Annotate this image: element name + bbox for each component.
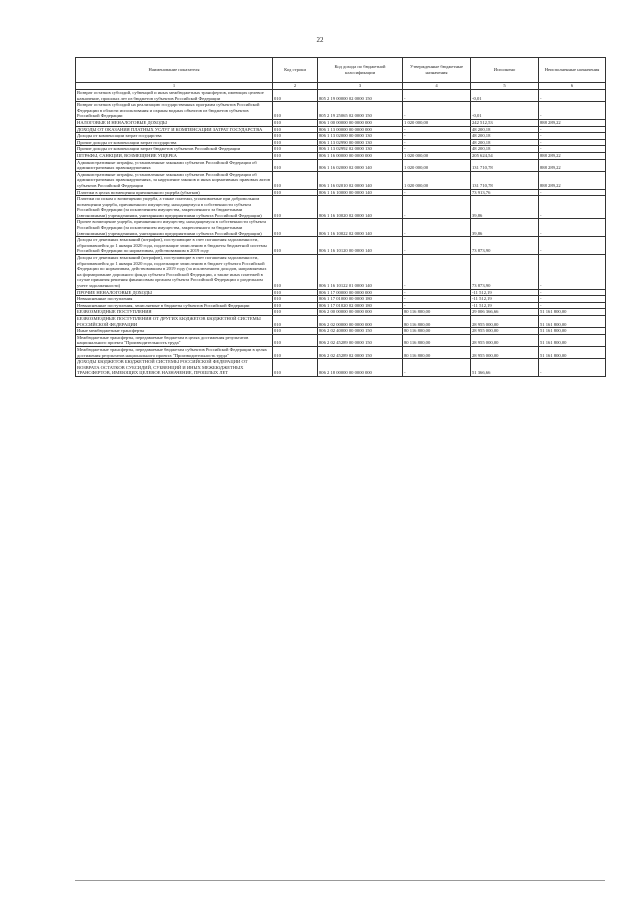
indicator-name-cell: ПРОЧИЕ НЕНАЛОГОВЫЕ ДОХОДЫ xyxy=(76,289,273,296)
table-row xyxy=(76,90,606,102)
header-executed: Исполнено xyxy=(471,58,539,83)
unexecuted-cell: 51 161 800,00 xyxy=(539,315,606,327)
unexecuted-cell: - xyxy=(539,139,606,146)
line-code-cell: 010 xyxy=(273,119,318,126)
unexecuted-cell: 51 161 800,00 xyxy=(539,328,606,335)
revenue-code-cell: 806 1 16 10120 00 0000 140 xyxy=(318,237,403,255)
table-row xyxy=(76,102,606,120)
line-code-cell: 010 xyxy=(273,302,318,309)
line-code-cell: 010 xyxy=(273,133,318,140)
approved-budget-cell: - xyxy=(403,133,471,140)
indicator-name-cell: Иные межбюджетные трансферты xyxy=(76,328,273,335)
approved-budget-cell: 80 116 800,00 xyxy=(403,315,471,327)
header-line-code: Код строки xyxy=(273,58,318,83)
approved-budget-cell: - xyxy=(403,146,471,153)
revenue-code-cell: 806 1 16 00000 00 0000 000 xyxy=(318,152,403,159)
unexecuted-cell: - xyxy=(539,146,606,153)
executed-cell: 39,86 xyxy=(471,196,539,219)
executed-cell: 48 200,18 xyxy=(471,139,539,146)
column-number: 5 xyxy=(471,83,539,90)
column-number: 1 xyxy=(76,83,273,90)
line-code-cell: 010 xyxy=(273,334,318,346)
line-code-cell: 010 xyxy=(273,146,318,153)
revenue-code-cell: 806 2 02 00000 00 0000 000 xyxy=(318,315,403,327)
line-code-cell: 010 xyxy=(273,219,318,237)
line-code-cell: 010 xyxy=(273,315,318,327)
line-code-cell: 010 xyxy=(273,359,318,377)
approved-budget-cell: - xyxy=(403,90,471,102)
table-row xyxy=(76,146,606,153)
table-row xyxy=(76,289,606,296)
executed-cell: 73 873,90 xyxy=(471,237,539,255)
line-code-cell: 010 xyxy=(273,196,318,219)
approved-budget-cell: - xyxy=(403,289,471,296)
unexecuted-cell: - xyxy=(539,219,606,237)
unexecuted-cell: 888 289,22 xyxy=(539,171,606,189)
line-code-cell: 010 xyxy=(273,289,318,296)
approved-budget-cell: - xyxy=(403,189,471,196)
indicator-name-cell: Невыясненные поступления, зачисляемые в бюджеты субъектов Российской Федерации xyxy=(76,302,273,309)
executed-cell: 28 955 000,00 xyxy=(471,346,539,358)
approved-budget-cell: - xyxy=(403,139,471,146)
approved-budget-cell: - xyxy=(403,255,471,290)
approved-budget-cell: 1 020 000,00 xyxy=(403,171,471,189)
unexecuted-cell: - xyxy=(539,126,606,133)
table-row xyxy=(76,119,606,126)
approved-budget-cell: 1 020 000,00 xyxy=(403,159,471,171)
indicator-name-cell: ДОХОДЫ БЮДЖЕТОВ БЮДЖЕТНОЙ СИСТЕМЫ РОССИЙСКОЙ ФЕДЕРАЦИИ ОТ ВОЗВРАТА ОСТАТКОВ СУБСИДИЙ, СУБВЕНЦИЙ И ИНЫХ МЕЖБЮДЖЕТНЫХ ТРАНСФЕРТОВ, ИМЕЮЩИХ ЦЕЛЕВОЕ НАЗНАЧЕНИЕ, ПРОШЛЫХ ЛЕТ xyxy=(76,359,273,377)
approved-budget-cell: 80 116 800,00 xyxy=(403,346,471,358)
line-code-cell: 010 xyxy=(273,90,318,102)
revenue-code-cell: 805 2 19 25065 02 0000 150 xyxy=(318,102,403,120)
revenue-code-cell: 806 1 16 10022 02 0000 140 xyxy=(318,219,403,237)
executed-cell: 73 913,76 xyxy=(471,189,539,196)
executed-cell: 73 873,90 xyxy=(471,255,539,290)
table-row xyxy=(76,346,606,358)
table-row xyxy=(76,302,606,309)
page-number: 22 xyxy=(316,36,324,44)
executed-cell: 48 200,18 xyxy=(471,126,539,133)
table-row xyxy=(76,359,606,377)
unexecuted-cell: 51 161 800,00 xyxy=(539,334,606,346)
executed-cell: -0,01 xyxy=(471,102,539,120)
column-number: 4 xyxy=(403,83,471,90)
line-code-cell: 010 xyxy=(273,328,318,335)
table-row xyxy=(76,139,606,146)
line-code-cell: 010 xyxy=(273,159,318,171)
line-code-cell: 010 xyxy=(273,346,318,358)
header-unexecuted: Неисполненные назначения xyxy=(539,58,606,83)
revenue-code-cell: 806 1 13 00000 00 0000 000 xyxy=(318,126,403,133)
revenue-code-cell: 806 1 17 01000 00 0000 180 xyxy=(318,296,403,303)
line-code-cell: 010 xyxy=(273,309,318,316)
executed-cell: 51 366,66 xyxy=(471,359,539,377)
table-row xyxy=(76,237,606,255)
line-code-cell: 010 xyxy=(273,139,318,146)
approved-budget-cell: - xyxy=(403,296,471,303)
table-row xyxy=(76,126,606,133)
line-code-cell: 010 xyxy=(273,255,318,290)
unexecuted-cell: - xyxy=(539,133,606,140)
unexecuted-cell: 888 289,22 xyxy=(539,152,606,159)
table-row xyxy=(76,189,606,196)
table-row xyxy=(76,328,606,335)
line-code-cell: 010 xyxy=(273,296,318,303)
indicator-name-cell: БЕЗВОЗМЕЗДНЫЕ ПОСТУПЛЕНИЯ ОТ ДРУГИХ БЮДЖЕТОВ БЮДЖЕТНОЙ СИСТЕМЫ РОССИЙСКОЙ ФЕДЕРАЦИИ xyxy=(76,315,273,327)
revenue-code-cell: 806 1 13 02000 00 0000 130 xyxy=(318,133,403,140)
indicator-name-cell: БЕЗВОЗМЕЗДНЫЕ ПОСТУПЛЕНИЯ xyxy=(76,309,273,316)
indicator-name-cell: Доходы от денежных взысканий (штрафов), поступающие в счет погашения задолженности, образовавшейся до 1 января 2020 года, подлежащие зачислению в бюджет субъекта Российской Федерации по нормативам, действовавшим в 2019 году (за исключением доходов, направляемых на формирование дорожного фонда субъекта Российской Федерации, а также иных платежей в случае принятия решения финансовым органом субъекта Российской Федерации о раздельном учете задолженности) xyxy=(76,255,273,290)
header-approved-budget: Утвержденные бюджетные назначения xyxy=(403,58,471,83)
indicator-name-cell: Платежи по искам о возмещении ущерба, а также платежи, уплачиваемые при добровольном возмещении ущерба, причиненного имуществу, находящемуся в собственности субъекта Российской Федерации (за исключением имущества, закрепленного за бюджетными (автономными) учреждениями, унитарными предприятиями субъекта Российской Федерации) xyxy=(76,196,273,219)
header-revenue-code: Код дохода по бюджетной классификации xyxy=(318,58,403,83)
revenue-code-cell: 806 1 17 01020 02 0000 180 xyxy=(318,302,403,309)
indicator-name-cell: Невыясненные поступления xyxy=(76,296,273,303)
unexecuted-cell: - xyxy=(539,189,606,196)
unexecuted-cell: - xyxy=(539,359,606,377)
executed-cell: 28 955 000,00 xyxy=(471,328,539,335)
approved-budget-cell: 80 116 800,00 xyxy=(403,309,471,316)
column-number-row xyxy=(76,83,606,90)
revenue-code-cell: 806 2 18 00000 00 0000 000 xyxy=(318,359,403,377)
indicator-name-cell: ШТРАФЫ, САНКЦИИ, ВОЗМЕЩЕНИЕ УЩЕРБА xyxy=(76,152,273,159)
indicator-name-cell: Межбюджетные трансферты, передаваемые бюджетам субъектов Российской Федерации в целях достижения результатов национального проекта "Производительность труда" xyxy=(76,346,273,358)
indicator-name-cell: Межбюджетные трансферты, передаваемые бюджетам в целях достижения результатов национального проекта "Производительность труда" xyxy=(76,334,273,346)
executed-cell: 205 624,54 xyxy=(471,152,539,159)
revenue-code-cell: 806 2 02 45289 02 0000 150 xyxy=(318,346,403,358)
table-row xyxy=(76,196,606,219)
table-row xyxy=(76,296,606,303)
table-row xyxy=(76,159,606,171)
approved-budget-cell: 80 116 800,00 xyxy=(403,328,471,335)
revenue-code-cell: 806 1 16 02000 02 0000 140 xyxy=(318,159,403,171)
approved-budget-cell: - xyxy=(403,237,471,255)
unexecuted-cell: - xyxy=(539,90,606,102)
table-row xyxy=(76,315,606,327)
line-code-cell: 010 xyxy=(273,171,318,189)
indicator-name-cell: Возврат остатков субсидий на реализацию государственных программ субъектов Российской Федерации в области использования и охраны водных объектов из бюджетов субъектов Российской Федерации xyxy=(76,102,273,120)
executed-cell: -0,01 xyxy=(471,90,539,102)
executed-cell: 28 955 000,00 xyxy=(471,334,539,346)
table-row xyxy=(76,219,606,237)
executed-cell: 39,86 xyxy=(471,219,539,237)
unexecuted-cell: 888 289,22 xyxy=(539,159,606,171)
header-indicator-name: Наименование показателя xyxy=(76,58,273,83)
indicator-name-cell: Прочие доходы от компенсации затрат бюджетов субъектов Российской Федерации xyxy=(76,146,273,153)
revenue-report-table xyxy=(75,57,606,377)
revenue-code-cell: 806 2 02 45289 00 0000 150 xyxy=(318,334,403,346)
revenue-code-cell: 806 1 16 10020 02 0000 140 xyxy=(318,196,403,219)
revenue-code-cell: 805 2 19 00000 02 0000 150 xyxy=(318,90,403,102)
unexecuted-cell: - xyxy=(539,196,606,219)
table-body xyxy=(76,90,606,377)
approved-budget-cell: 80 116 800,00 xyxy=(403,334,471,346)
approved-budget-cell: - xyxy=(403,196,471,219)
revenue-code-cell: 806 1 00 00000 00 0000 000 xyxy=(318,119,403,126)
unexecuted-cell: - xyxy=(539,289,606,296)
revenue-code-cell: 806 1 16 02010 02 0000 140 xyxy=(318,171,403,189)
revenue-code-cell: 806 2 00 00000 00 0000 000 xyxy=(318,309,403,316)
indicator-name-cell: Административные штрафы, установленные законами субъектов Российской Федерации об административных правонарушениях, за нарушение законов и иных нормативных правовых актов субъектов Российской Федерации xyxy=(76,171,273,189)
line-code-cell: 010 xyxy=(273,126,318,133)
table-row xyxy=(76,171,606,189)
revenue-code-cell: 806 1 16 10000 00 0000 140 xyxy=(318,189,403,196)
indicator-name-cell: НАЛОГОВЫЕ И НЕНАЛОГОВЫЕ ДОХОДЫ xyxy=(76,119,273,126)
unexecuted-cell: - xyxy=(539,302,606,309)
column-number: 2 xyxy=(273,83,318,90)
executed-cell: -11 512,19 xyxy=(471,289,539,296)
table-row xyxy=(76,133,606,140)
approved-budget-cell: 1 020 000,00 xyxy=(403,119,471,126)
table-row xyxy=(76,309,606,316)
line-code-cell: 010 xyxy=(273,152,318,159)
indicator-name-cell: Доходы от денежных взысканий (штрафов), поступающие в счет погашения задолженности, образовавшейся до 1 января 2020 года, подлежащие зачислению в бюджеты бюджетной системы Российской Федерации по нормативам, действовавшим в 2019 году xyxy=(76,237,273,255)
table-header-row xyxy=(76,58,606,83)
table-row xyxy=(76,152,606,159)
indicator-name-cell: Доходы от компенсации затрат государства xyxy=(76,133,273,140)
indicator-name-cell: ДОХОДЫ ОТ ОКАЗАНИЯ ПЛАТНЫХ УСЛУГ И КОМПЕНСАЦИИ ЗАТРАТ ГОСУДАРСТВА xyxy=(76,126,273,133)
executed-cell: 131 710,78 xyxy=(471,171,539,189)
executed-cell: 242 512,53 xyxy=(471,119,539,126)
table-row xyxy=(76,334,606,346)
unexecuted-cell: - xyxy=(539,255,606,290)
approved-budget-cell: - xyxy=(403,359,471,377)
executed-cell: 131 710,78 xyxy=(471,159,539,171)
unexecuted-cell: - xyxy=(539,237,606,255)
executed-cell: 48 200,18 xyxy=(471,146,539,153)
approved-budget-cell: - xyxy=(403,102,471,120)
column-number: 6 xyxy=(539,83,606,90)
revenue-code-cell: 806 1 17 00000 00 0000 000 xyxy=(318,289,403,296)
indicator-name-cell: Прочее возмещение ущерба, причиненного имуществу, находящемуся в собственности субъекта Российской Федерации (за исключением имущества, закрепленного за бюджетными (автономными) учреждениями, унитарными предприятиями субъекта Российской Федерации) xyxy=(76,219,273,237)
unexecuted-cell: - xyxy=(539,102,606,120)
footer-divider xyxy=(75,880,605,881)
executed-cell: 29 006 366,66 xyxy=(471,309,539,316)
line-code-cell: 010 xyxy=(273,102,318,120)
revenue-code-cell: 806 1 13 02992 02 0000 130 xyxy=(318,146,403,153)
indicator-name-cell: Платежи в целях возмещения причиненного ущерба (убытков) xyxy=(76,189,273,196)
indicator-name-cell: Административные штрафы, установленные законами субъектов Российской Федерации об административных правонарушениях xyxy=(76,159,273,171)
executed-cell: 48 200,18 xyxy=(471,133,539,140)
unexecuted-cell: 51 161 800,00 xyxy=(539,309,606,316)
unexecuted-cell: - xyxy=(539,296,606,303)
executed-cell: -11 512,19 xyxy=(471,302,539,309)
indicator-name-cell: Возврат остатков субсидий, субвенций и иных межбюджетных трансфертов, имеющих целевое назначение, прошлых лет из бюджетов субъектов Российской Федерации xyxy=(76,90,273,102)
unexecuted-cell: 888 289,22 xyxy=(539,119,606,126)
approved-budget-cell: - xyxy=(403,126,471,133)
indicator-name-cell: Прочие доходы от компенсации затрат государства xyxy=(76,139,273,146)
column-number: 3 xyxy=(318,83,403,90)
revenue-code-cell: 806 2 02 40000 00 0000 150 xyxy=(318,328,403,335)
executed-cell: -11 512,19 xyxy=(471,296,539,303)
revenue-code-cell: 806 1 16 10122 01 0000 140 xyxy=(318,255,403,290)
approved-budget-cell: - xyxy=(403,302,471,309)
line-code-cell: 010 xyxy=(273,237,318,255)
executed-cell: 28 955 000,00 xyxy=(471,315,539,327)
table-row xyxy=(76,255,606,290)
unexecuted-cell: 51 161 800,00 xyxy=(539,346,606,358)
line-code-cell: 010 xyxy=(273,189,318,196)
revenue-code-cell: 806 1 13 02990 00 0000 130 xyxy=(318,139,403,146)
approved-budget-cell: 1 020 000,00 xyxy=(403,152,471,159)
approved-budget-cell: - xyxy=(403,219,471,237)
